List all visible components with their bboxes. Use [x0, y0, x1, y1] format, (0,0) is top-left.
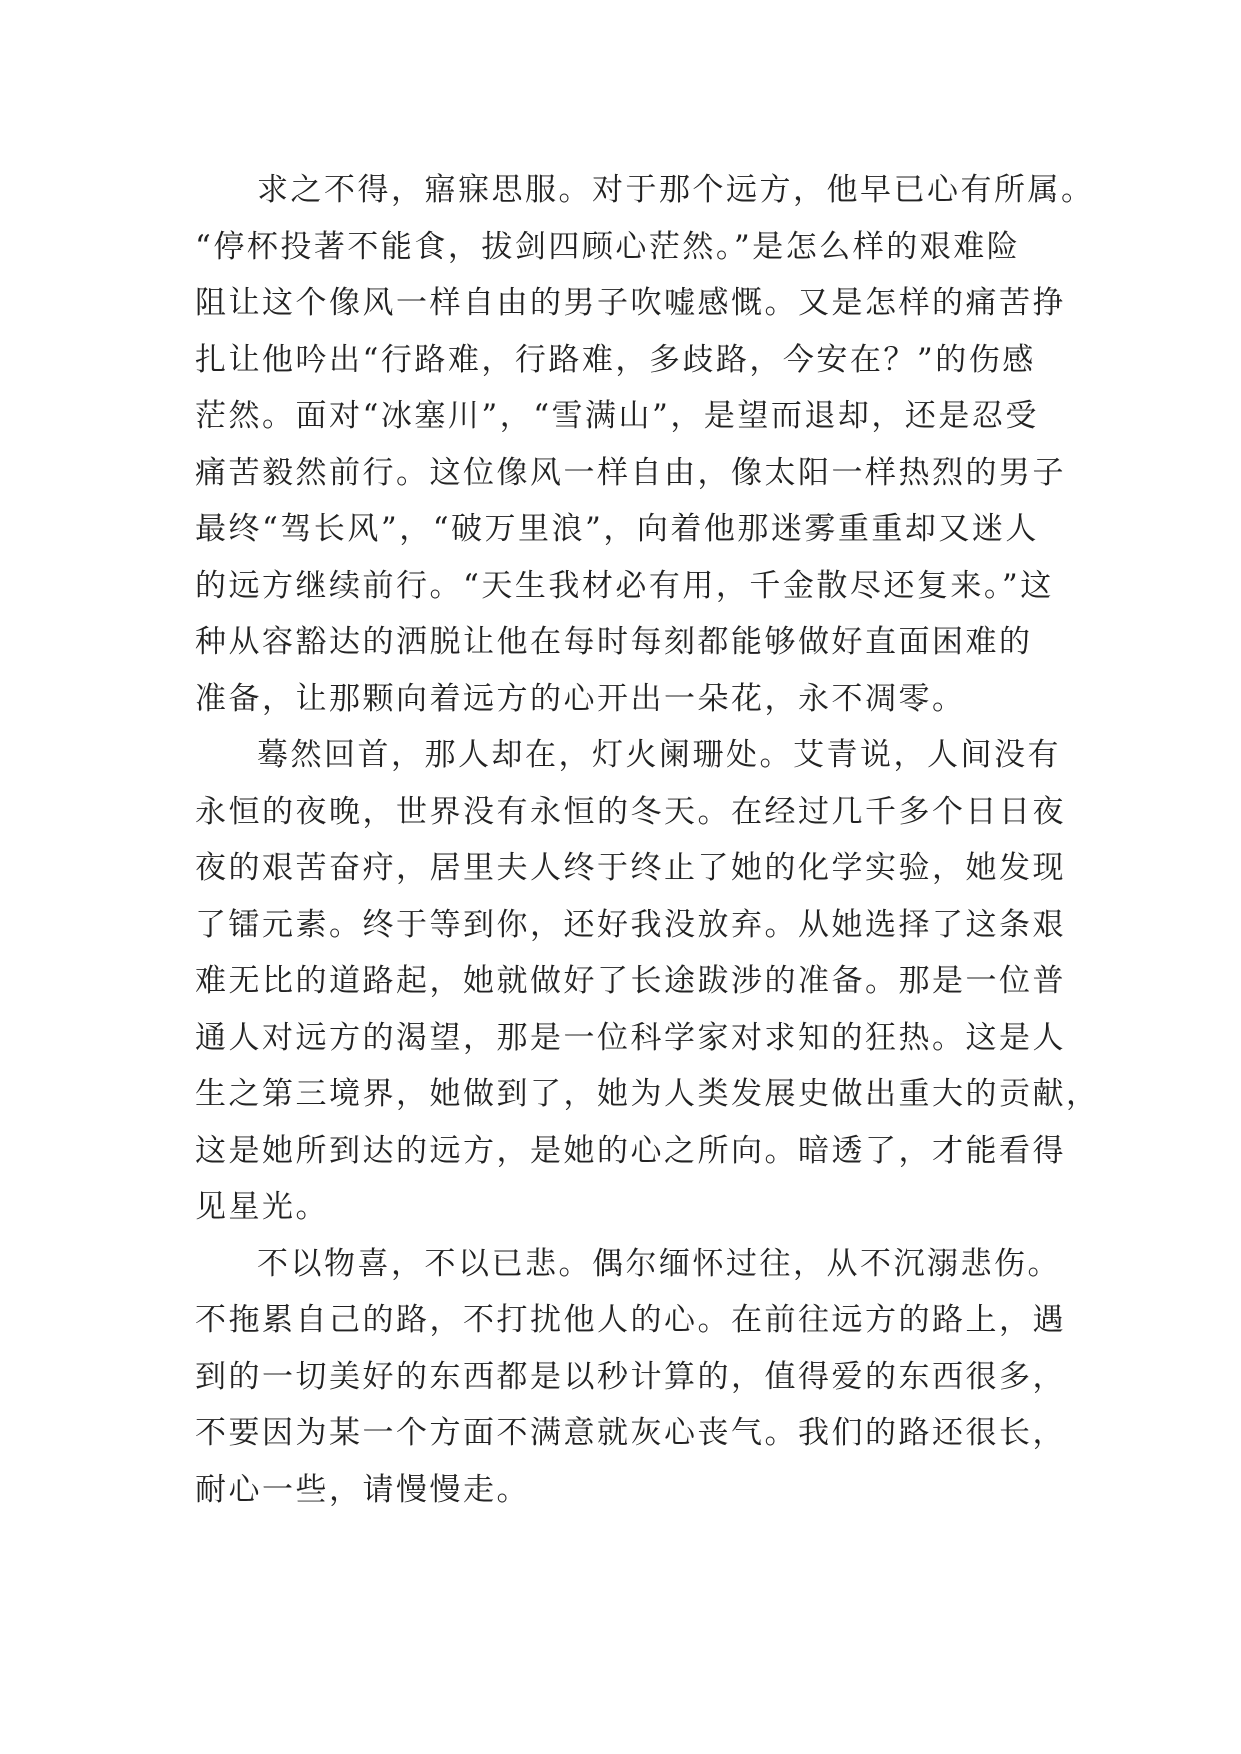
- text-line: 准备，让那颗向着远方的心开出一朵花，永不凋零。: [195, 680, 966, 717]
- text-line: 了镭元素。终于等到你，还好我没放弃。从她选择了这条艰: [195, 906, 1066, 943]
- text-line: 的远方继续前行。“天生我材必有用，千金散尽还复来。”这: [195, 567, 1054, 604]
- text-line: 夜的艰苦奋疛，居里夫人终于终止了她的化学实验，她发现: [195, 850, 1066, 886]
- text-line: 不以物喜，不以已悲。偶尔缅怀过往，从不沉溺悲伤。: [257, 1245, 1061, 1282]
- text-line: 蓦然回首，那人却在，灯火阑珊处。艾青说，人间没有: [257, 737, 1061, 773]
- text-line: 这是她所到达的远方，是她的心之所向。暗透了，才能看得: [195, 1132, 1066, 1169]
- paragraph-2: [195, 727, 1100, 1236]
- text-line: 种从容豁达的洒脱让他在每时每刻都能够做好直面困难的: [195, 624, 1033, 660]
- text-line: 茫然。面对“冰塞川”，“雪满山”，是望而退却，还是忍受: [195, 398, 1039, 434]
- text-line: 耐心一些，请慢慢走。: [195, 1471, 530, 1508]
- text-line: 最终“驾长风”，“破万里浪”，向着他那迷雾重重却又迷人: [195, 511, 1039, 547]
- text-line: 求之不得，寤寐思服。对于那个远方，他早已心有所属。: [257, 172, 1095, 208]
- text-line: 阻让这个像风一样自由的男子吹嘘感慨。又是怎样的痛苦挣: [195, 285, 1066, 321]
- text-line: 到的一切美好的东西都是以秒计算的，值得爱的东西很多，: [195, 1358, 1066, 1395]
- paragraph-3: [195, 1236, 1066, 1519]
- body-text: [195, 162, 1100, 1518]
- text-line: 生之第三境界，她做到了，她为人类发展史做出重大的贡献，: [195, 1076, 1100, 1112]
- text-line: 通人对远方的渴望，那是一位科学家对求知的狂热。这是人: [195, 1019, 1066, 1056]
- text-line: 痛苦毅然前行。这位像风一样自由，像太阳一样热烈的男子: [195, 454, 1066, 491]
- text-line: 扎让他吟出“行路难，行路难，多歧路，今安在？”的伤感: [195, 341, 1036, 378]
- text-line: “停杯投著不能食，拔剑四顾心茫然。”是怎么样的艰难险: [195, 228, 1021, 265]
- text-line: 见星光。: [195, 1189, 329, 1225]
- text-line: 不拖累自己的路，不打扰他人的心。在前往远方的路上，遇: [195, 1302, 1066, 1338]
- paragraph-1: [195, 162, 1095, 727]
- text-line: 难无比的道路起，她就做好了长途跋涉的准备。那是一位普: [195, 963, 1066, 999]
- text-line: 永恒的夜晚，世界没有永恒的冬天。在经过几千多个日日夜: [195, 793, 1066, 830]
- text-line: 不要因为某一个方面不满意就灰心丧气。我们的路还很长，: [195, 1415, 1066, 1451]
